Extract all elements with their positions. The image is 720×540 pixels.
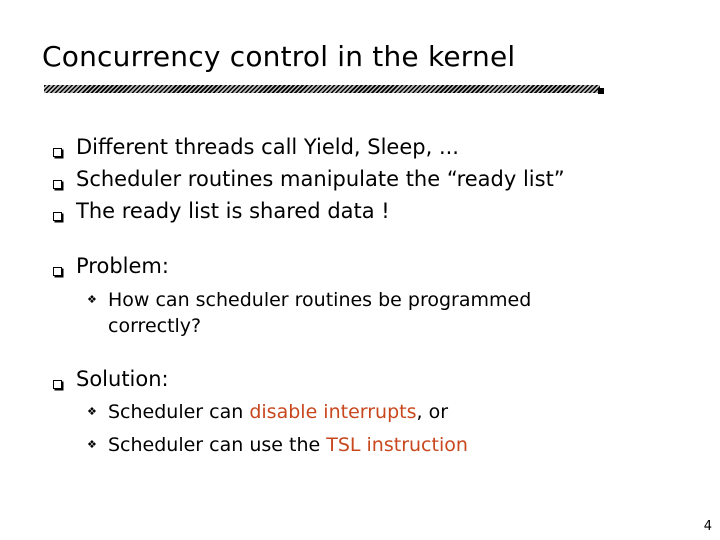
solution-item xyxy=(108,399,448,425)
square-bullet-icon xyxy=(53,380,62,389)
diamond-bullet-icon: ❖ xyxy=(87,405,97,418)
solution-item-text: Scheduler can xyxy=(108,401,250,423)
problem-heading: Problem: xyxy=(76,254,169,278)
square-bullet-icon xyxy=(53,148,62,157)
solution-item-text: Scheduler can use the xyxy=(108,434,327,456)
bullet-text: Scheduler routines manipulate the “ready list” xyxy=(76,167,565,191)
solution-item-highlight: TSL instruction xyxy=(326,434,468,456)
diamond-bullet-icon: ❖ xyxy=(87,438,97,451)
solution-item xyxy=(108,432,468,458)
bullet-text: Different threads call Yield, Sleep, ... xyxy=(76,135,459,159)
title-underline xyxy=(44,85,600,93)
diamond-bullet-icon: ❖ xyxy=(87,293,97,306)
solution-item-highlight: disable interrupts xyxy=(249,401,417,423)
problem-subtext-line2: correctly? xyxy=(108,315,202,337)
square-bullet-icon xyxy=(53,267,62,276)
page-number: 4 xyxy=(703,519,712,534)
title-underline-end xyxy=(598,88,604,94)
bullet-text: The ready list is shared data ! xyxy=(76,199,390,223)
solution-item-text-end: , or xyxy=(416,401,449,423)
square-bullet-icon xyxy=(53,212,62,221)
slide-title: Concurrency control in the kernel xyxy=(42,40,516,73)
solution-heading: Solution: xyxy=(76,367,169,391)
problem-subtext-line1: How can scheduler routines be programmed xyxy=(108,289,532,311)
square-bullet-icon xyxy=(53,180,62,189)
